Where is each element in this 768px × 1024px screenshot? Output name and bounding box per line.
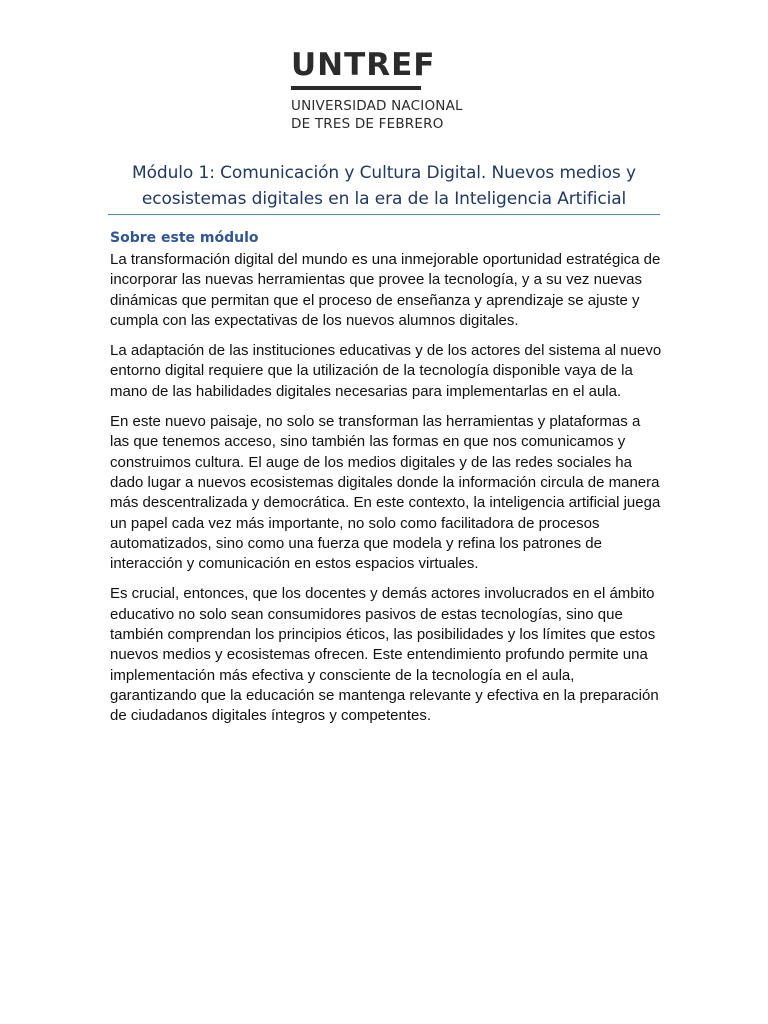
logo-underline [291, 86, 421, 90]
title-divider [108, 214, 660, 215]
document-title-line-1: Módulo 1: Comunicación y Cultura Digital. Nuevos medios y [132, 163, 636, 183]
logo-subtitle-line-1: UNIVERSIDAD NACIONAL [291, 98, 463, 114]
document-title-line-2: ecosistemas digitales en la era de la Inteligencia Artificial [141, 189, 627, 209]
paragraph-2: La adaptación de las instituciones educativas y de los actores del sistema al nuevo entorno digital requiere que la utilización de la tecnología disponible vaya de la mano de las habilidades digitales necesarias para implementarlas en el aula. [110, 342, 662, 400]
section-body [110, 250, 662, 737]
paragraph-3: En este nuevo paisaje, no solo se transforman las herramientas y plataformas a las que tenemos acceso, sino también las formas en que nos comunicamos y construimos cultura. El auge de los medios digitales y de las redes sociales ha dado lugar a nuevos ecosistemas digitales donde la información circula de manera más descentralizada y democrática. En este contexto, la inteligencia artificial juega un papel cada vez más importante, no solo como facilitadora de procesos automatizados, sino como una fuerza que modela y refina los patrones de interacción y comunicación en estos espacios virtuales. [110, 413, 661, 573]
section-heading: Sobre este módulo [110, 230, 259, 246]
document-title [108, 160, 660, 212]
logo-wordmark: UNTREF [291, 47, 436, 83]
paragraph-1: La transformación digital del mundo es una inmejorable oportunidad estratégica de incorporar las nuevas herramientas que provee la tecnología, y a su vez nuevas dinámicas que permitan que el proceso de enseñanza y aprendizaje se ajuste y cumpla con las expectativas de los nuevos alumnos digitales. [110, 251, 661, 329]
university-logo [291, 48, 491, 133]
logo-subtitle-line-2: DE TRES DE FEBRERO [291, 116, 444, 132]
paragraph-4: Es crucial, entonces, que los docentes y demás actores involucrados en el ámbito educativo no solo sean consumidores pasivos de estas tecnologías, sino que también comprendan los principios éticos, las posibilidades y los límites que estos nuevos medios y ecosistemas ofrecen. Este entendimiento profundo permite una implementación más efectiva y consciente de la tecnología en el aula, garantizando que la educación se mantenga relevante y efectiva en la preparación de ciudadanos digitales íntegros y competentes. [110, 585, 659, 725]
